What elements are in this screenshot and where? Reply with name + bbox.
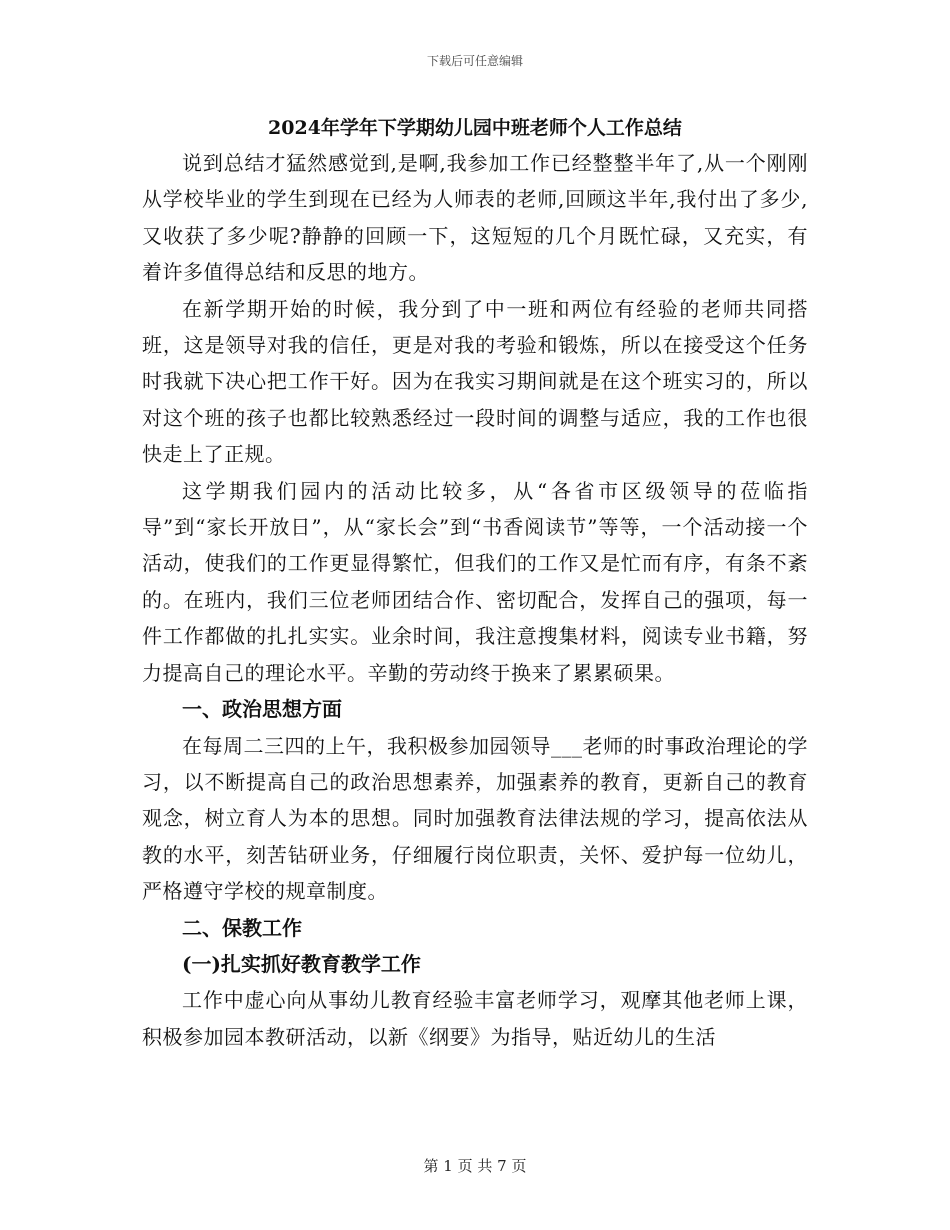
paragraph: 这学期我们园内的活动比较多，从“各省市区级领导的莅临指导”到“家长开放日”，从“家长会”到“书香阅读节”等等，一个活动接一个活动，使我们的工作更显得繁忙，但我们的工作又是忙而有序，有条不紊的。在班内，我们三位老师团结合作、密切配合，发挥自己的强项，每一件工作都做的扎扎实实。业余时间，我注意搜集材料，阅读专业书籍，努力提高自己的理论水平。辛勤的劳动终于换来了累累硕果。 [142,478,808,685]
section-heading: 二、保教工作 [182,915,302,940]
paragraph: 在新学期开始的时候，我分到了中一班和两位有经验的老师共同搭班，这是领导对我的信任，更是对我的考验和锻炼，所以在接受这个任务时我就下决心把工作干好。因为在我实习期间就是在这个班实习的，所以对这个班的孩子也都比较熟悉经过一段时间的调整与适应，我的工作也很快走上了正规。 [142,296,808,467]
paragraph: 在每周二三四的上午，我积极参加园领导___老师的时事政治理论的学习，以不断提高自己的政治思想素养，加强素养的教育，更新自己的教育观念，树立育人为本的思想。同时加强教育法律法规的学习，提高依法从教的水平，刻苦钻研业务，仔细履行岗位职责，关怀、爱护每一位幼儿，严格遵守学校的规章制度。 [142,733,808,904]
document-title: 2024年学年下学期幼儿园中班老师个人工作总结 [268,117,682,139]
paragraph: 工作中虚心向从事幼儿教育经验丰富老师学习，观摩其他老师上课，积极参加园本教研活动，以新《纲要》为指导，贴近幼儿的生活 [142,988,808,1049]
document-body [142,145,808,1055]
subsection-heading: (一)扎实抓好教育教学工作 [182,951,421,976]
section-heading: 一、政治思想方面 [182,697,342,722]
page-number: 第 1 页 共 7 页 [423,1157,527,1175]
page-header: 下载后可任意编辑 [426,54,523,68]
paragraph: 说到总结才猛然感觉到,是啊,我参加工作已经整整半年了,从一个刚刚从学校毕业的学生到现在已经为人师表的老师,回顾这半年,我付出了多少,又收获了多少呢?静静的回顾一下，这短短的几个月既忙碌，又充实，有着许多值得总结和反思的地方。 [142,151,808,285]
